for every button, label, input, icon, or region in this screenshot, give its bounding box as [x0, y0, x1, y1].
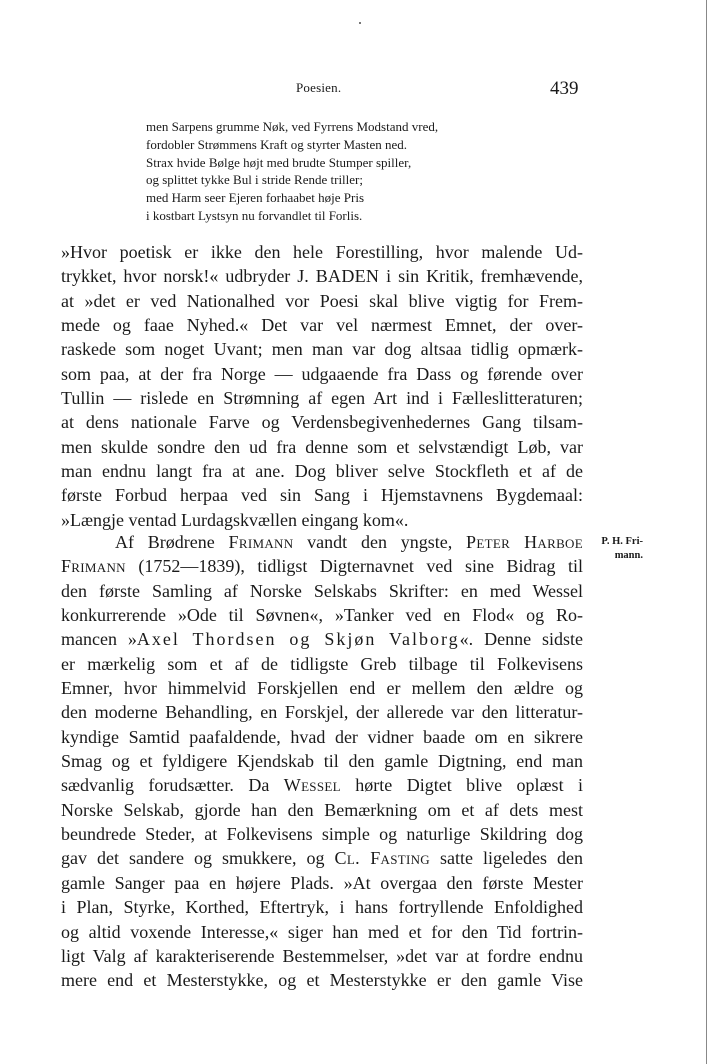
text-line: er mærkelig som et af de tidligste Greb tilbage til Folkevisens: [61, 653, 583, 674]
text-line: og altid voxende Interesse,« siger han med et for den Tid fortrin-: [61, 921, 583, 942]
text-line: Af Brødrene Frimann vandt den yngste, Peter Harboe: [115, 532, 583, 552]
poem-line: med Harm seer Ejeren forhaabet høje Pris: [146, 190, 365, 206]
text-line: Smag og et fyldigere Kjendskab til den gamle Digtning, end man: [61, 751, 583, 772]
text-line: man endnu langt fra at ane. Dog bliver selve Stockfleth et af de: [61, 461, 583, 482]
running-title: Poesien.: [296, 80, 342, 95]
text-line: første Forbud herpaa ved sin Sang i Hjemstavnens Bygdemaal:: [61, 485, 583, 506]
poem-line: og splittet tykke Bul i stride Rende triller;: [146, 172, 363, 188]
text-line: men skulde sondre den ud fra denne som et selvstændigt Løb, var: [61, 436, 583, 457]
print-speck: [359, 22, 361, 24]
text-line: at »det er ved Nationalhed vor Poesi skal blive vigtig for Frem-: [61, 290, 583, 311]
text-line: »Længje ventad Lurdagskvællen eingang kom«.: [61, 509, 409, 530]
text-line: Emner, hvor himmelvid Forskjellen end er mellem den ældre og: [61, 678, 583, 699]
text-line: gamle Sanger paa en højere Plads. »At overgaa den første Mester: [61, 872, 583, 893]
text-line: mere end et Mesterstykke, og et Mesterstykke er den gamle Vise: [61, 970, 583, 991]
text-line: den første Samling af Norske Selskabs Skrifter: en med Wessel: [61, 580, 583, 601]
text-line: Frimann (1752—1839), tidligst Digternavnet ved sine Bidrag til: [61, 556, 583, 577]
margin-note-line: P. H. Fri-: [601, 536, 643, 547]
text-line: at dens nationale Farve og Verdensbegivenhedernes Gang tilsam-: [61, 412, 583, 433]
text-line: raskede som noget Uvant; men man var dog altsaa tidlig opmærk-: [61, 339, 583, 360]
paragraph-2: [61, 530, 583, 993]
text-line: den moderne Behandling, en Forskjel, der allerede var den litteratur-: [61, 702, 583, 723]
page-edge-line: [706, 0, 707, 1064]
text-line: sædvanlig forudsætter. Da Wessel hørte Digtet blive oplæst i: [61, 775, 583, 796]
margin-note-line: mann.: [614, 550, 643, 561]
text-line: i Plan, Styrke, Korthed, Eftertryk, i hans fortryllende Enfoldighed: [61, 897, 583, 918]
text-line: konkurrerende »Ode til Søvnen«, »Tanker ved en Flod« og Ro-: [61, 605, 583, 626]
text-line: trykket, hvor norsk!« udbryder J. BADEN i sin Kritik, fremhævende,: [61, 266, 583, 287]
text-line: mancen »Axel Thordsen og Skjøn Valborg«. Denne sidste: [61, 629, 584, 650]
poem-line: fordobler Strømmens Kraft og styrter Masten ned.: [146, 136, 408, 152]
page-number: 439: [550, 78, 579, 99]
text-line: mede og faae Nyhed.« Det var vel nærmest Emnet, der over-: [61, 315, 583, 336]
text-line: som paa, at der fra Norge — udgaaende fra Dass og førende over: [61, 363, 583, 384]
poem-quotation: [146, 118, 438, 225]
poem-line: Strax hvide Bølge højt med brudte Stumper spiller,: [146, 154, 412, 170]
text-line: gav det sandere og smukkere, og Cl. Fasting satte ligeledes den: [61, 848, 583, 869]
poem-line: men Sarpens grumme Nøk, ved Fyrrens Modstand vred,: [146, 119, 439, 134]
paragraph-1: [61, 240, 583, 532]
text-line: beundrede Steder, at Folkevisens simple og naturlige Skildring dog: [61, 824, 583, 845]
text-line: kyndige Samtid paafaldende, hvad der vidner baade om en sikrere: [61, 726, 583, 747]
poem-line: i kostbart Lystsyn nu forvandlet til Forlis.: [146, 207, 363, 223]
text-line: »Hvor poetisk er ikke den hele Forestilling, hvor malende Ud-: [61, 242, 583, 262]
margin-note: [597, 535, 643, 563]
text-line: ligt Valg af karakteriserende Bestemmelser, »det var at fordre endnu: [61, 945, 583, 966]
text-line: Tullin — rislede en Strømning af egen Art ind i Fælleslitteraturen;: [61, 388, 583, 409]
text-line: Norske Selskab, gjorde han den Bemærkning om et af dets mest: [61, 799, 583, 820]
